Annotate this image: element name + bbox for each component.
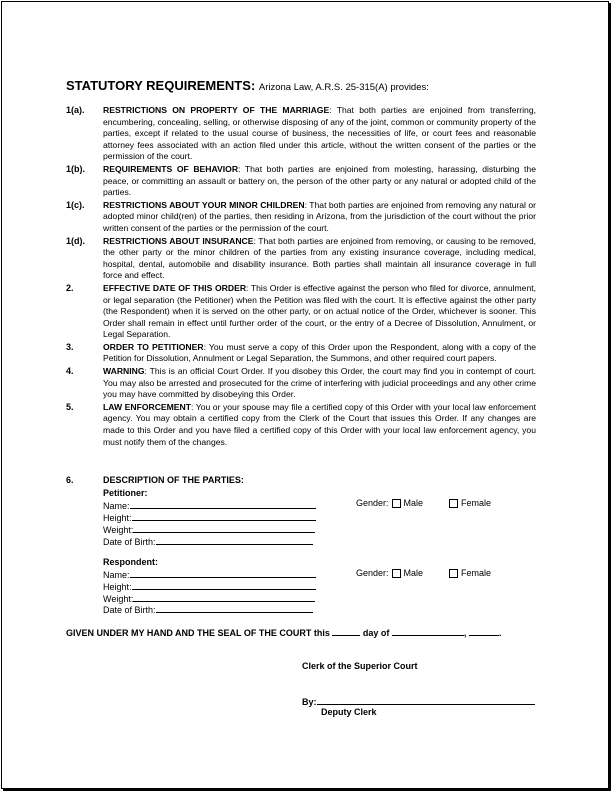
requirement-item [66, 402, 536, 448]
given-under-hand-line: GIVEN UNDER MY HAND AND THE SEAL OF THE COURT this day of , . [66, 628, 502, 638]
respondent-name-field[interactable] [103, 568, 316, 580]
requirements-list [66, 105, 536, 449]
gender-label: Gender: [356, 568, 389, 578]
day-blank[interactable] [332, 626, 360, 636]
petitioner-label: Petitioner: [103, 488, 148, 498]
item-text: : That both parties are enjoined from removing, or causing to be removed, the other party or the minor children of the parties from any existing insurance coverage, including medical, hospital, dental, automobile and disability insurance. Both parties shall maintain all insurance coverage in full force and effect. [103, 235, 537, 281]
petitioner-height-field[interactable] [103, 511, 316, 523]
item-number: 3. [66, 341, 74, 352]
requirement-item [66, 164, 536, 199]
item-number: 1(a). [66, 105, 85, 115]
item-heading: ORDER TO PETITIONER [103, 341, 204, 352]
deputy-clerk-label: Deputy Clerk [321, 707, 377, 717]
name-label: Name: [103, 501, 130, 511]
weight-label: Weight: [103, 594, 134, 604]
item-number: 5. [66, 401, 74, 412]
by-label: By: [302, 697, 317, 707]
item-text: : That both parties are enjoined from transferring, encumbering, concealing, selling, or otherwise disposing of any of the joint, common or community property of the parties, except if related to the usual course of business, the necessities of life, or court fees and reasonable attorney fees associated with an action filed under this article, without the written consent of the parties or the permission of the court. [103, 105, 536, 162]
item-text: : That both parties are enjoined from removing any natural or adopted minor child(ren) of the parties, then residing in Arizona, from the jurisdiction of the court without the prior written consent of the parties or the permission of the court. [103, 199, 537, 233]
respondent-gender [356, 568, 491, 578]
signature-line[interactable] [302, 695, 535, 707]
item-text: : That both parties are enjoined from molesting, harassing, disturbing the peace, or committing an assault or battery on, the person of the other party or any natural or adopted child of the parties. [103, 163, 536, 198]
section-number: 6. [66, 475, 74, 485]
item-text: : This is an official Court Order. If you disobey this Order, the court may find you in contempt of court. You may also be arrested and prosecuted for the crime of interfering with judicial proceedings and any other crime you may have committed by disobeying this Order. [103, 366, 536, 400]
requirement-item [66, 366, 536, 401]
item-number: 2. [66, 282, 74, 293]
item-number: 1(b). [66, 163, 85, 174]
item-heading: RESTRICTIONS ON PROPERTY OF THE MARRIAGE [103, 105, 330, 115]
title-heading: STATUTORY REQUIREMENTS: [66, 78, 256, 93]
female-label: Female [461, 568, 492, 578]
female-label: Female [461, 498, 492, 508]
male-checkbox[interactable] [392, 499, 401, 508]
given-day-of: day of [362, 628, 390, 638]
female-checkbox[interactable] [449, 569, 458, 578]
section-heading: DESCRIPTION OF THE PARTIES: [103, 475, 244, 485]
item-text: : You or your spouse may file a certified copy of this Order with your local law enforcement agency. You may obtain a certified copy from the Clerk of the Court that issues this Order. If any changes are made to this Order and you have filed a certified copy of this Order with your local law enforcement agency, you must notify them of the changes. [103, 401, 537, 447]
requirement-item [66, 342, 536, 365]
male-label: Male [403, 568, 424, 578]
item-heading: RESTRICTIONS ABOUT YOUR MINOR CHILDREN [103, 199, 305, 210]
item-text: : This Order is effective against the person who filed for divorce, annulment, or legal separation (the Petitioner) when the Petition was filed with the court. It is effective against the other party (the Respondent) when it is served on the other party, or on actual notice of the Order, whichever is sooner. This Order shall remain in effect until further order of the court, or the entry of a Decree of Dissolution, Annulment, or Legal Separation. [103, 282, 536, 340]
item-heading: EFFECTIVE DATE OF THIS ORDER [103, 282, 247, 293]
item-text: : You must serve a copy of this Order upon the Respondent, along with a copy of the Petition for Dissolution, Annulment or Legal Separation, the Summons, and other required court papers. [103, 341, 536, 364]
requirement-item [66, 236, 536, 282]
title-statute: Arizona Law, A.R.S. 25-315(A) provides: [258, 82, 429, 93]
requirement-item [66, 283, 536, 341]
petitioner-weight-field[interactable] [103, 523, 315, 535]
item-number: 1(d). [66, 235, 85, 246]
gender-label: Gender: [356, 498, 389, 508]
clerk-title: Clerk of the Superior Court [302, 661, 418, 671]
item-number: 1(c). [66, 199, 85, 210]
petitioner-name-field[interactable] [103, 499, 316, 511]
document-page [1, 1, 609, 789]
male-label: Male [403, 498, 424, 508]
dob-label: Date of Birth: [103, 537, 156, 547]
requirement-item [66, 200, 536, 235]
respondent-height-field[interactable] [103, 580, 316, 592]
dob-label: Date of Birth: [103, 605, 156, 615]
weight-label: Weight: [103, 525, 134, 535]
height-label: Height: [103, 582, 132, 592]
requirement-item [66, 105, 536, 163]
page-title [66, 78, 429, 93]
respondent-label: Respondent: [103, 557, 158, 567]
given-prefix: GIVEN UNDER MY HAND AND THE SEAL OF THE COURT this [66, 628, 330, 638]
petitioner-dob-field[interactable] [103, 535, 313, 547]
item-heading: REQUIREMENTS OF BEHAVIOR [103, 163, 239, 174]
month-blank[interactable] [392, 626, 464, 636]
petitioner-gender [356, 498, 491, 508]
respondent-dob-field[interactable] [103, 603, 313, 615]
name-label: Name: [103, 570, 130, 580]
item-number: 4. [66, 366, 74, 377]
female-checkbox[interactable] [449, 499, 458, 508]
male-checkbox[interactable] [392, 569, 401, 578]
year-blank[interactable] [469, 626, 499, 636]
item-heading: RESTRICTIONS ABOUT INSURANCE [103, 235, 254, 246]
item-heading: WARNING [103, 366, 145, 377]
height-label: Height: [103, 513, 132, 523]
item-heading: LAW ENFORCEMENT [103, 401, 191, 412]
